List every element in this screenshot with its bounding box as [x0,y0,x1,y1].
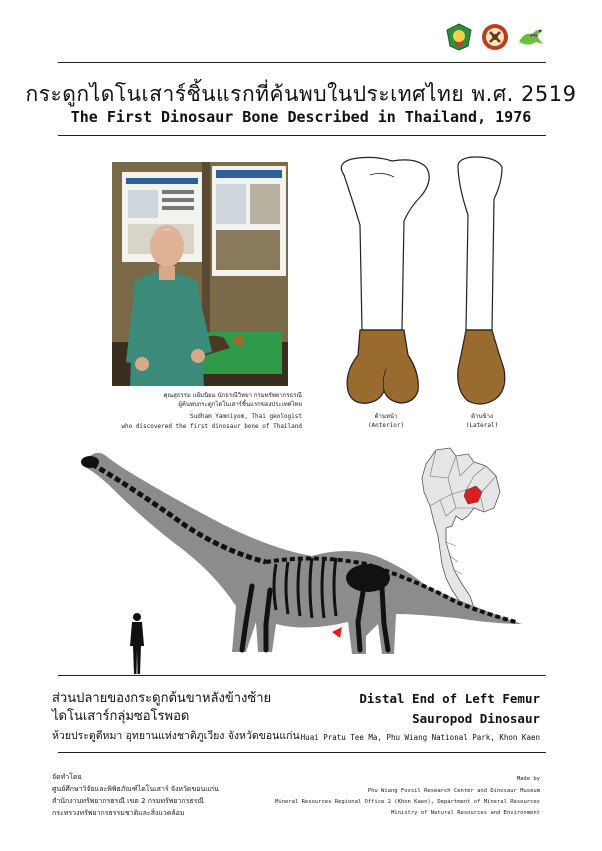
ground-line [58,675,546,676]
photo-caption-english-1: Sudham Yamniyom, Thai geologist [190,413,302,420]
title-thai: กระดูกไดโนเสาร์ชิ้นแรกที่ค้นพบในประเทศไทย พ.ศ. 2519 [25,82,577,106]
specimen-name-thai: ส่วนปลายของกระดูกต้นขาหลังข้างซ้าย [52,691,272,706]
gear-emblem-icon [480,22,510,52]
specimen-locality-english: Huai Pratu Tee Ma, Phu Wiang National Park, Khon Kaen [300,733,540,742]
credits-thai-1: ศูนย์ศึกษาวิจัยและพิพิธภัณฑ์ไดโนเสาร์ จังหวัดขอนแก่น [52,785,219,793]
femur-lateral-label-thai: ด้านข้าง [471,413,493,420]
credits-label-english: Made by [516,776,540,782]
credits-english-1: Phu Wiang Fossil Research Center and Dinosaur Museum [367,788,540,794]
footer-rule [58,752,546,753]
photo-caption-english-2: who discovered the first dinosaur bone of Thailand [121,423,302,430]
femur-lateral-drawing [452,155,512,410]
credits-label-thai: จัดทำโดย [52,773,82,781]
femur-anterior-label-english: (Anterior) [367,422,405,429]
credits-thai-2: สำนักงานทรัพยากรธรณี เขต 2 กรมทรัพยากรธรณี [52,797,204,805]
femur-lateral-label-english: (Lateral) [465,422,499,429]
dinosaur-logo-icon [516,22,546,52]
femur-anterior-label-thai: ด้านหน้า [374,413,398,420]
human-scale-figure [126,612,148,676]
title-english: The First Dinosaur Bone Described in Thailand, 1976 [70,108,532,126]
specimen-group-thai: ไดโนเสาร์กลุ่มซอโรพอด [52,709,190,724]
header-top-rule [58,62,546,63]
specimen-name-english: Distal End of Left Femur [359,691,540,706]
photo-caption-thai-1: คุณสุธรรม แย้มนิยม นักธรณีวิทยา กรมทรัพยากรธรณี [163,392,302,399]
header-bottom-rule [58,135,546,136]
photo-caption-thai-2: ผู้ค้นพบกระดูกไดโนเสาร์ชิ้นแรกของประเทศไทย [178,401,302,408]
logo-group [444,22,546,52]
credits-english-3: Ministry of Natural Resources and Environment [390,810,540,816]
mineral-resources-emblem-icon [444,22,474,52]
specimen-group-english: Sauropod Dinosaur [412,711,540,726]
femur-anterior-drawing [330,155,442,410]
specimen-locality-thai: ห้วยประตูตีหมา อุทยานแห่งชาติภูเวียง จังหวัดขอนแก่น [52,730,300,742]
credits-thai-3: กระทรวงทรัพยากรธรรมชาติและสิ่งแวดล้อม [52,809,185,817]
geologist-photo [112,162,288,386]
femur-location-marker [332,627,342,638]
credits-english-2: Mineral Resources Regional Office 2 (Khon Kaen), Department of Mineral Resources [275,799,540,805]
